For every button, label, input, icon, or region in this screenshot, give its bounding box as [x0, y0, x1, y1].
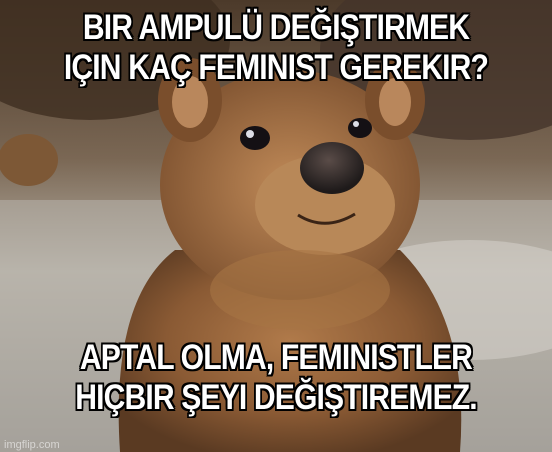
imgflip-watermark: imgflip.com — [4, 439, 60, 451]
bottom-caption-line-1: APTAL OLMA, FEMINISTLER — [79, 338, 473, 377]
bottom-caption — [44, 338, 508, 418]
bottom-caption-line-2: HIÇBIR ŞEYI DEĞIŞTIREMEZ. — [75, 378, 477, 417]
top-caption-line-1: BIR AMPULÜ DEĞIŞTIRMEK — [82, 8, 470, 47]
top-caption — [44, 8, 508, 88]
top-caption-line-2: IÇIN KAÇ FEMINIST GEREKIR? — [63, 48, 489, 87]
